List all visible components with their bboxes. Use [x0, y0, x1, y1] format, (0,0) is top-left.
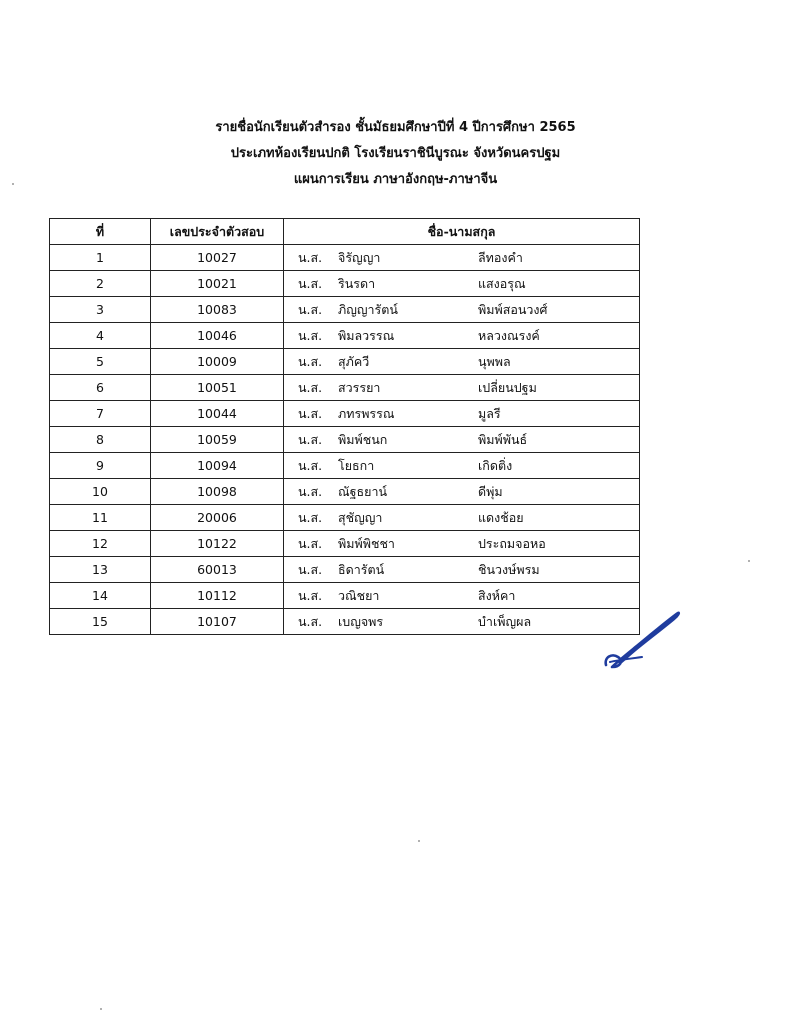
exam-id-cell: 20006 [151, 505, 284, 531]
row-number-cell: 2 [50, 271, 151, 297]
table-row [50, 323, 640, 349]
first-name: ณัฐธยาน์ [338, 483, 388, 499]
first-name: ภิญญารัตน์ [338, 301, 398, 317]
first-name: สุชัญญา [338, 509, 383, 525]
student-name-cell [284, 531, 640, 557]
table-row [50, 609, 640, 635]
name-prefix: น.ส. [298, 275, 323, 291]
student-name-cell [284, 401, 640, 427]
name-prefix: น.ส. [298, 535, 323, 551]
table-body [50, 245, 640, 635]
row-number-cell: 12 [50, 531, 151, 557]
document-subtitle-program: แผนการเรียน ภาษาอังกฤษ-ภาษาจีน [293, 172, 498, 187]
table-row [50, 297, 640, 323]
last-name: เกิดติ่ง [478, 457, 513, 473]
exam-id-cell: 60013 [151, 557, 284, 583]
name-prefix: น.ส. [298, 587, 323, 603]
row-number-cell: 5 [50, 349, 151, 375]
scan-speck [100, 1008, 102, 1010]
table-row [50, 427, 640, 453]
name-prefix: น.ส. [298, 483, 323, 499]
exam-id-cell: 10009 [151, 349, 284, 375]
student-name-cell [284, 505, 640, 531]
row-number-cell: 1 [50, 245, 151, 271]
row-number-cell: 7 [50, 401, 151, 427]
student-name-cell [284, 583, 640, 609]
exam-id-cell: 10021 [151, 271, 284, 297]
exam-id-cell: 10094 [151, 453, 284, 479]
exam-id-cell: 10059 [151, 427, 284, 453]
exam-id-cell: 10083 [151, 297, 284, 323]
document-title: รายชื่อนักเรียนตัวสำรอง ชั้นมัธยมศึกษาปีที่ 4 ปีการศึกษา 2565 [215, 120, 576, 135]
table-row [50, 401, 640, 427]
name-prefix: น.ส. [298, 301, 323, 317]
last-name: มูลรี [478, 405, 501, 421]
name-prefix: น.ส. [298, 457, 323, 473]
exam-id-cell: 10027 [151, 245, 284, 271]
name-prefix: น.ส. [298, 509, 323, 525]
row-number-cell: 10 [50, 479, 151, 505]
row-number-cell: 4 [50, 323, 151, 349]
scan-speck [418, 840, 420, 842]
first-name: สวรรยา [338, 379, 381, 395]
student-name-cell [284, 323, 640, 349]
table-row [50, 531, 640, 557]
last-name: แสงอรุณ [478, 275, 526, 291]
first-name: สุภัควี [338, 353, 370, 369]
column-header-exam-id: เลขประจำตัวสอบ [151, 219, 284, 245]
last-name: ชินวงษ์พรม [478, 561, 540, 577]
name-prefix: น.ส. [298, 431, 323, 447]
name-prefix: น.ส. [298, 379, 323, 395]
row-number-cell: 6 [50, 375, 151, 401]
student-name-cell [284, 453, 640, 479]
name-prefix: น.ส. [298, 613, 323, 629]
table-row [50, 349, 640, 375]
row-number-cell: 14 [50, 583, 151, 609]
table-row [50, 271, 640, 297]
first-name: วณิชยา [338, 587, 380, 603]
last-name: เปลี่ยนปฐม [478, 379, 537, 395]
first-name: เบญจพร [338, 613, 384, 629]
document-header [0, 115, 791, 193]
first-name: พิมพ์พิชชา [338, 535, 395, 551]
roster-table [49, 218, 640, 635]
scan-speck [12, 183, 14, 185]
exam-id-cell: 10107 [151, 609, 284, 635]
exam-id-cell: 10098 [151, 479, 284, 505]
table-header-row [50, 219, 640, 245]
last-name: บำเพ็ญผล [478, 613, 532, 629]
table-row [50, 505, 640, 531]
student-name-cell [284, 271, 640, 297]
signature-icon [598, 605, 684, 675]
table-row [50, 583, 640, 609]
last-name: ประถมจอหอ [478, 535, 546, 551]
row-number-cell: 3 [50, 297, 151, 323]
table-row [50, 245, 640, 271]
last-name: พิมพ์พันธ์ [478, 431, 528, 447]
student-name-cell [284, 557, 640, 583]
row-number-cell: 11 [50, 505, 151, 531]
name-prefix: น.ส. [298, 249, 323, 265]
name-prefix: น.ส. [298, 405, 323, 421]
last-name: หลวงณรงค์ [478, 327, 540, 343]
exam-id-cell: 10046 [151, 323, 284, 349]
row-number-cell: 13 [50, 557, 151, 583]
student-name-cell [284, 349, 640, 375]
student-name-cell [284, 245, 640, 271]
row-number-cell: 9 [50, 453, 151, 479]
last-name: แดงช้อย [478, 509, 524, 525]
last-name: ดีพุ่ม [478, 483, 503, 499]
table-row [50, 557, 640, 583]
table-row [50, 479, 640, 505]
name-prefix: น.ส. [298, 327, 323, 343]
first-name: ธิดารัตน์ [338, 561, 385, 577]
student-name-cell [284, 427, 640, 453]
student-name-cell [284, 297, 640, 323]
last-name: สิงห์คา [478, 587, 516, 603]
exam-id-cell: 10051 [151, 375, 284, 401]
first-name: จิรัญญา [338, 249, 381, 265]
student-name-cell [284, 375, 640, 401]
exam-id-cell: 10044 [151, 401, 284, 427]
column-header-name: ชื่อ-นามสกุล [284, 219, 640, 245]
first-name: โยธกา [338, 457, 375, 473]
last-name: ลีทองคำ [478, 249, 523, 265]
exam-id-cell: 10122 [151, 531, 284, 557]
first-name: พิมพ์ชนก [338, 431, 388, 447]
student-name-cell [284, 479, 640, 505]
last-name: นุพพล [478, 353, 511, 369]
scan-speck [748, 560, 750, 562]
document-subtitle-school: ประเภทห้องเรียนปกติ โรงเรียนราชินีบูรณะ จังหวัดนครปฐม [230, 146, 561, 161]
exam-id-cell: 10112 [151, 583, 284, 609]
last-name: พิมพ์สอนวงศ์ [478, 301, 548, 317]
table-row [50, 453, 640, 479]
table-row [50, 375, 640, 401]
first-name: พิมลวรรณ [338, 327, 395, 343]
name-prefix: น.ส. [298, 561, 323, 577]
column-header-no: ที่ [50, 219, 151, 245]
student-name-cell [284, 609, 640, 635]
first-name: ภทรพรรณ [338, 405, 395, 421]
first-name: รินรดา [338, 275, 376, 291]
row-number-cell: 8 [50, 427, 151, 453]
name-prefix: น.ส. [298, 353, 323, 369]
row-number-cell: 15 [50, 609, 151, 635]
